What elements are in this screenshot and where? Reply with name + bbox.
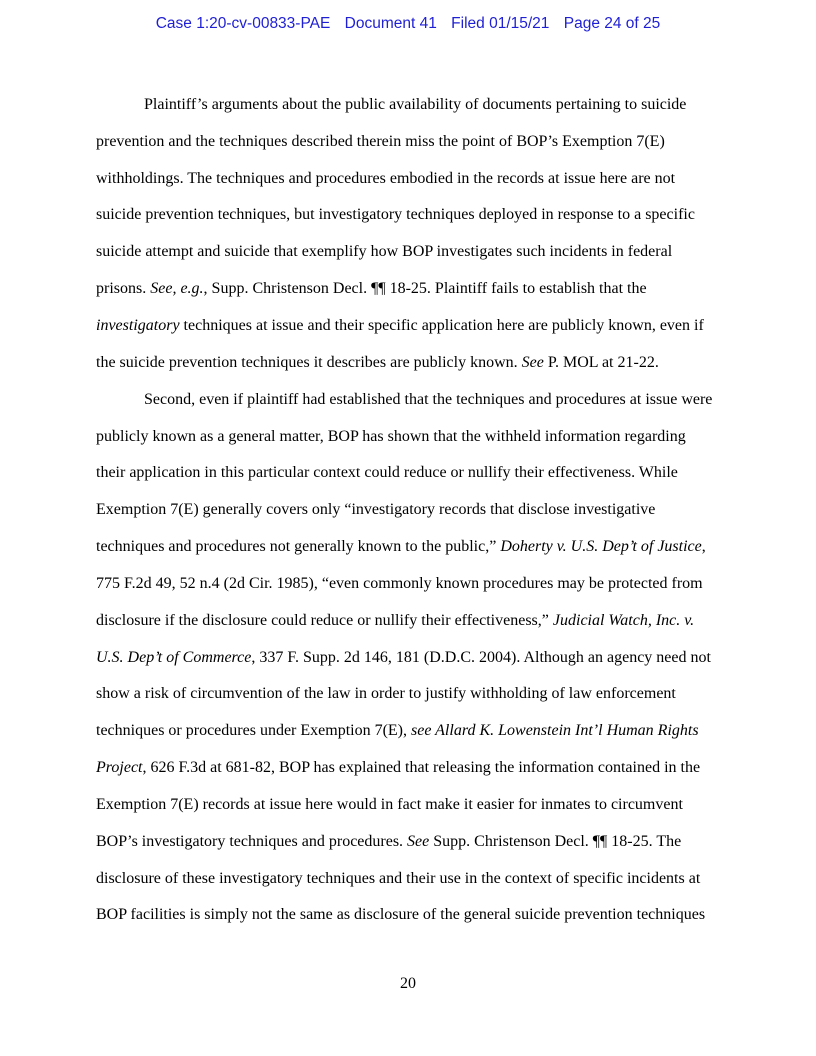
case-citation: U.S. Dep’t of Commerce (96, 649, 252, 666)
body-line: show a risk of circumvention of the law in order to justify withholding of law enforcement (96, 685, 676, 702)
body-line: publicly known as a general matter, BOP has shown that the withheld information regarding (96, 428, 686, 445)
document-number: Document 41 (344, 15, 437, 32)
body-line: Second, even if plaintiff had established that the techniques and procedures at issue were (144, 391, 713, 408)
case-header (0, 15, 816, 33)
body-line: prevention and the techniques described therein miss the point of BOP’s Exemption 7(E) (96, 133, 665, 150)
text-run: P. MOL at 21-22. (543, 354, 659, 371)
body-line: their application in this particular context could reduce or nullify their effectiveness. While (96, 464, 678, 481)
body-line: Plaintiff’s arguments about the public availability of documents pertaining to suicide (144, 96, 687, 113)
text-run: Supp. Christenson Decl. ¶¶ 18-25. The (429, 833, 682, 850)
case-citation: see Allard K. Lowenstein Int’l Human Rights (411, 722, 699, 739)
body-line (96, 317, 704, 335)
page-number: 20 (400, 975, 416, 992)
filed-date: Filed 01/15/21 (451, 15, 550, 32)
body-line (96, 833, 681, 851)
body-line (96, 759, 700, 777)
body-line (96, 538, 706, 556)
text-run: , (701, 538, 706, 555)
text-run: , 337 F. Supp. 2d 146, 181 (D.D.C. 2004). Although an agency need not (251, 649, 711, 666)
text-run: , 626 F.3d at 681-82, BOP has explained that releasing the information contained in the (142, 759, 701, 776)
body-line: BOP facilities is simply not the same as disclosure of the general suicide prevention techniques (96, 906, 706, 923)
body-line: suicide attempt and suicide that exemplify how BOP investigates such incidents in federal (96, 243, 673, 260)
body-line: Exemption 7(E) generally covers only “investigatory records that disclose investigative (96, 501, 656, 518)
case-citation: Doherty v. U.S. Dep’t of Justice (500, 538, 702, 555)
emphasis-text: investigatory (96, 317, 180, 334)
body-line: withholdings. The techniques and procedures embodied in the records at issue here are not (96, 170, 676, 187)
text-run: prisons. (96, 280, 151, 297)
text-run: the suicide prevention techniques it describes are publicly known. (96, 354, 522, 371)
body-line: suicide prevention techniques, but investigatory techniques deployed in response to a specific (96, 206, 695, 223)
citation-signal: See, e.g. (150, 280, 204, 297)
text-run: , Supp. Christenson Decl. ¶¶ 18-25. Plaintiff fails to establish that the (203, 280, 647, 297)
case-number: Case 1:20-cv-00833-PAE (155, 15, 331, 32)
text-run: techniques and procedures not generally known to the public,” (96, 538, 501, 555)
text-run: BOP’s investigatory techniques and procedures. (96, 833, 408, 850)
citation-signal: See (407, 833, 430, 850)
text-run: techniques at issue and their specific application here are publicly known, even if (179, 317, 704, 334)
page-count: Page 24 of 25 (563, 15, 661, 32)
text-run: disclosure if the disclosure could reduce or nullify their effectiveness,” (96, 612, 553, 629)
body-line (96, 722, 699, 740)
text-run: techniques or procedures under Exemption 7(E), (96, 722, 412, 739)
body-line (96, 354, 659, 372)
body-line (96, 649, 711, 667)
case-citation: Project (96, 759, 143, 776)
citation-signal: See (521, 354, 544, 371)
body-line: Exemption 7(E) records at issue here would in fact make it easier for inmates to circumvent (96, 796, 683, 813)
body-line: disclosure of these investigatory techniques and their use in the context of specific incidents at (96, 870, 701, 887)
body-line (96, 280, 647, 298)
body-line: 775 F.2d 49, 52 n.4 (2d Cir. 1985), “even commonly known procedures may be protected from (96, 575, 703, 592)
body-line (96, 612, 694, 630)
case-citation: Judicial Watch, Inc. v. (552, 612, 695, 629)
